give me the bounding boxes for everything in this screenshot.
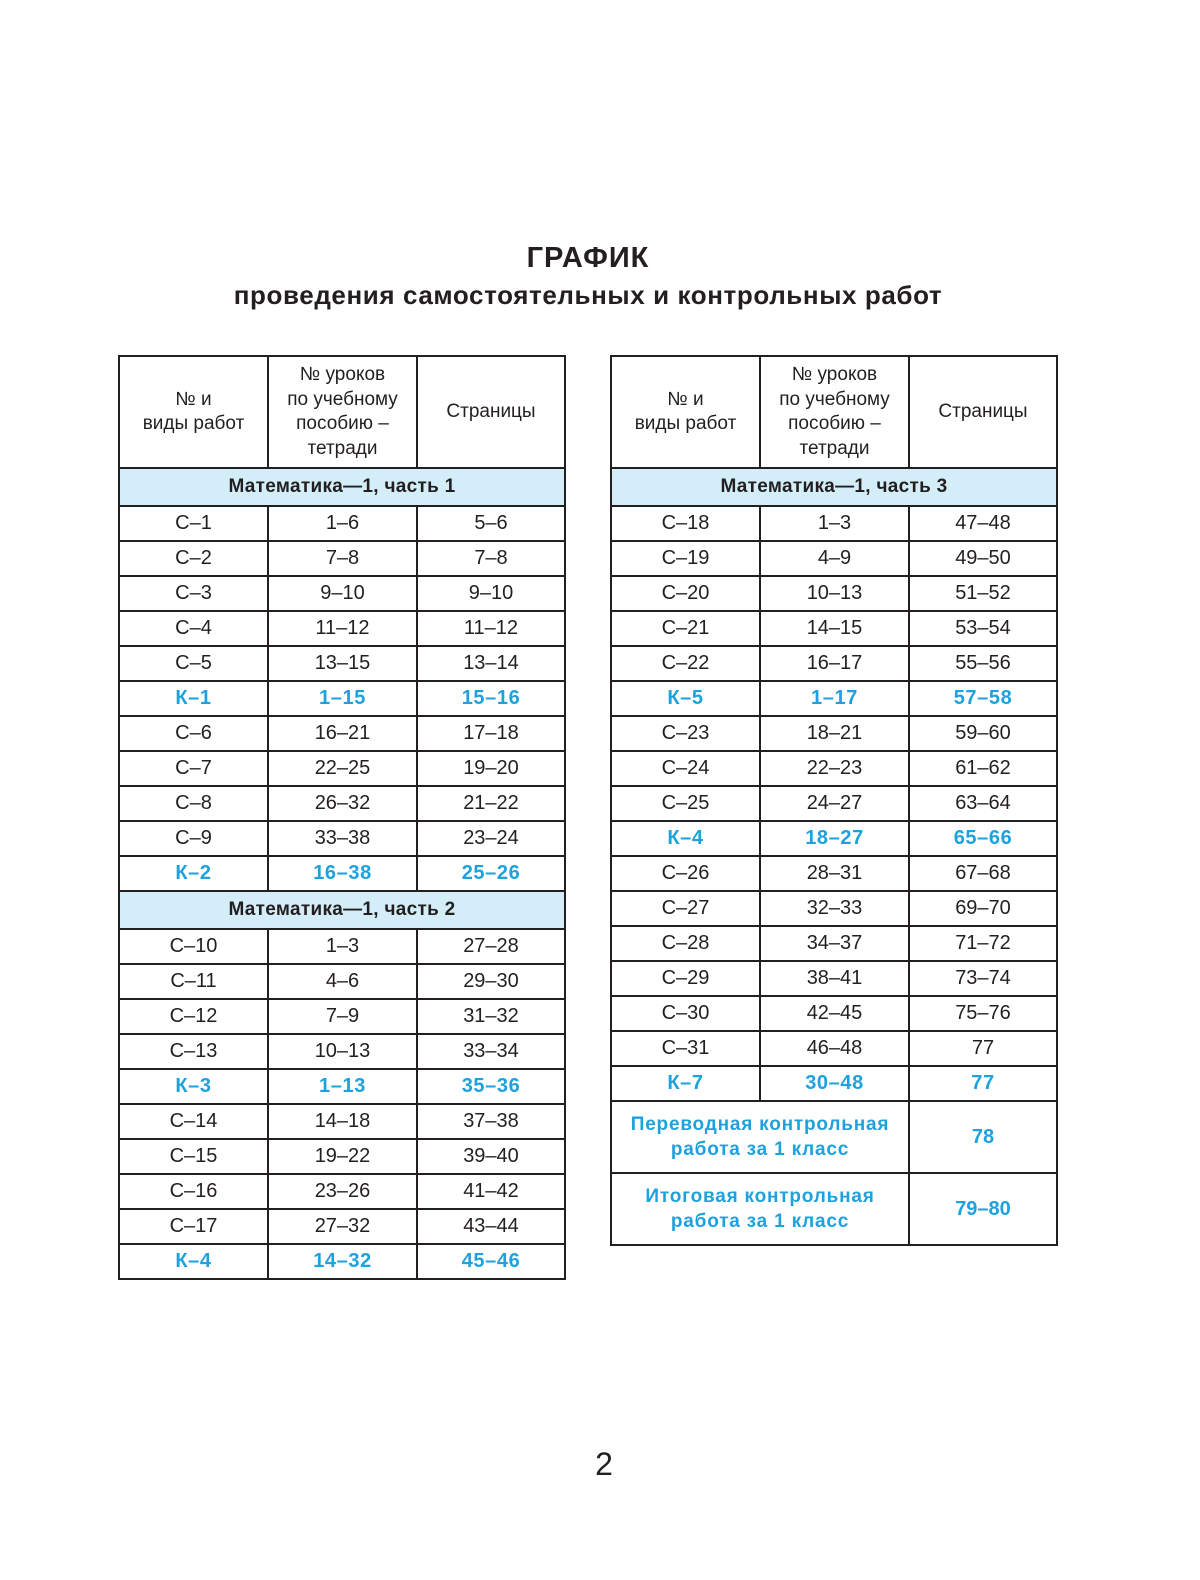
table-header-row bbox=[119, 356, 565, 468]
work-id-cell: С–21 bbox=[611, 611, 760, 646]
control-work-row bbox=[611, 1066, 1057, 1101]
lessons-cell: 26–32 bbox=[268, 786, 417, 821]
work-id-cell: С–5 bbox=[119, 646, 268, 681]
pages-cell: 53–54 bbox=[909, 611, 1057, 646]
lessons-cell: 10–13 bbox=[268, 1034, 417, 1069]
table-row bbox=[611, 576, 1057, 611]
section-heading-row bbox=[119, 468, 565, 506]
table-row bbox=[611, 996, 1057, 1031]
pages-cell: 27–28 bbox=[417, 929, 565, 964]
pages-cell: 43–44 bbox=[417, 1209, 565, 1244]
work-id-cell: К–4 bbox=[119, 1244, 268, 1279]
header-lessons-line2: по учебному bbox=[779, 388, 890, 410]
lessons-cell: 10–13 bbox=[760, 576, 909, 611]
lessons-cell: 22–25 bbox=[268, 751, 417, 786]
table-row bbox=[119, 1139, 565, 1174]
final-work-label-line1: Итоговая контрольная bbox=[645, 1186, 875, 1207]
lessons-cell: 27–32 bbox=[268, 1209, 417, 1244]
work-id-cell: С–2 bbox=[119, 541, 268, 576]
pages-cell: 17–18 bbox=[417, 716, 565, 751]
pages-cell: 19–20 bbox=[417, 751, 565, 786]
control-work-row bbox=[119, 1244, 565, 1279]
final-work-label-line1: Переводная контрольная bbox=[630, 1114, 890, 1135]
header-lessons-line1: № уроков bbox=[299, 364, 386, 385]
table-row bbox=[119, 541, 565, 576]
pages-cell: 7–8 bbox=[417, 541, 565, 576]
pages-cell: 71–72 bbox=[909, 926, 1057, 961]
pages-cell: 65–66 bbox=[909, 821, 1057, 856]
control-work-row bbox=[119, 681, 565, 716]
final-work-row bbox=[611, 1101, 1057, 1173]
lessons-cell: 16–21 bbox=[268, 716, 417, 751]
header-lessons-line3: пособию – bbox=[296, 413, 389, 434]
work-id-cell: С–11 bbox=[119, 964, 268, 999]
lessons-cell: 1–13 bbox=[268, 1069, 417, 1104]
pages-cell: 37–38 bbox=[417, 1104, 565, 1139]
work-id-cell: С–10 bbox=[119, 929, 268, 964]
work-id-cell: С–3 bbox=[119, 576, 268, 611]
header-pages bbox=[909, 356, 1057, 468]
pages-cell: 55–56 bbox=[909, 646, 1057, 681]
lessons-cell: 1–3 bbox=[268, 929, 417, 964]
work-id-cell: С–15 bbox=[119, 1139, 268, 1174]
lessons-cell: 7–8 bbox=[268, 541, 417, 576]
pages-cell: 9–10 bbox=[417, 576, 565, 611]
section-heading-row bbox=[119, 891, 565, 929]
pages-cell: 23–24 bbox=[417, 821, 565, 856]
header-work-type-line2: виды работ bbox=[142, 413, 245, 434]
lessons-cell: 14–18 bbox=[268, 1104, 417, 1139]
header-lessons bbox=[268, 356, 417, 468]
final-work-pages: 79–80 bbox=[909, 1173, 1057, 1245]
pages-cell: 47–48 bbox=[909, 506, 1057, 541]
pages-cell: 25–26 bbox=[417, 856, 565, 891]
work-id-cell: С–16 bbox=[119, 1174, 268, 1209]
final-work-pages: 78 bbox=[909, 1101, 1057, 1173]
work-id-cell: С–26 bbox=[611, 856, 760, 891]
pages-cell: 15–16 bbox=[417, 681, 565, 716]
lessons-cell: 9–10 bbox=[268, 576, 417, 611]
work-id-cell: К–7 bbox=[611, 1066, 760, 1101]
table-row bbox=[119, 929, 565, 964]
work-id-cell: К–2 bbox=[119, 856, 268, 891]
work-id-cell: С–13 bbox=[119, 1034, 268, 1069]
lessons-cell: 42–45 bbox=[760, 996, 909, 1031]
work-id-cell: С–7 bbox=[119, 751, 268, 786]
lessons-cell: 23–26 bbox=[268, 1174, 417, 1209]
table-row bbox=[119, 611, 565, 646]
pages-cell: 57–58 bbox=[909, 681, 1057, 716]
table-row bbox=[611, 1031, 1057, 1066]
work-id-cell: С–8 bbox=[119, 786, 268, 821]
table-row bbox=[119, 1174, 565, 1209]
pages-cell: 11–12 bbox=[417, 611, 565, 646]
header-work-type bbox=[611, 356, 760, 468]
schedule-table-right bbox=[610, 355, 1058, 1246]
work-id-cell: С–20 bbox=[611, 576, 760, 611]
work-id-cell: С–22 bbox=[611, 646, 760, 681]
work-id-cell: С–17 bbox=[119, 1209, 268, 1244]
table-row bbox=[611, 646, 1057, 681]
pages-cell: 5–6 bbox=[417, 506, 565, 541]
header-lessons-line1: № уроков bbox=[791, 364, 878, 385]
schedule-table-left bbox=[118, 355, 566, 1280]
table-row bbox=[611, 891, 1057, 926]
lessons-cell: 14–15 bbox=[760, 611, 909, 646]
section-heading: Математика—1, часть 3 bbox=[611, 468, 1057, 506]
pages-cell: 61–62 bbox=[909, 751, 1057, 786]
pages-cell: 13–14 bbox=[417, 646, 565, 681]
lessons-cell: 18–27 bbox=[760, 821, 909, 856]
pages-cell: 63–64 bbox=[909, 786, 1057, 821]
section-heading-row bbox=[611, 468, 1057, 506]
lessons-cell: 32–33 bbox=[760, 891, 909, 926]
work-id-cell: С–4 bbox=[119, 611, 268, 646]
table-row bbox=[119, 999, 565, 1034]
pages-cell: 59–60 bbox=[909, 716, 1057, 751]
lessons-cell: 19–22 bbox=[268, 1139, 417, 1174]
table-row bbox=[119, 646, 565, 681]
table-row bbox=[119, 716, 565, 751]
table-row bbox=[119, 576, 565, 611]
table-row bbox=[119, 751, 565, 786]
work-id-cell: С–6 bbox=[119, 716, 268, 751]
lessons-cell: 1–6 bbox=[268, 506, 417, 541]
pages-cell: 31–32 bbox=[417, 999, 565, 1034]
work-id-cell: С–29 bbox=[611, 961, 760, 996]
header-lessons bbox=[760, 356, 909, 468]
header-work-type-line1: № и bbox=[175, 388, 212, 410]
lessons-cell: 1–3 bbox=[760, 506, 909, 541]
lessons-cell: 4–6 bbox=[268, 964, 417, 999]
table-row bbox=[611, 611, 1057, 646]
header-work-type bbox=[119, 356, 268, 468]
table-row bbox=[119, 786, 565, 821]
section-heading: Математика—1, часть 2 bbox=[119, 891, 565, 929]
section-heading: Математика—1, часть 1 bbox=[119, 468, 565, 506]
lessons-cell: 33–38 bbox=[268, 821, 417, 856]
header-lessons-line4: тетради bbox=[799, 437, 870, 459]
lessons-cell: 1–15 bbox=[268, 681, 417, 716]
page-number: 2 bbox=[595, 1446, 613, 1482]
table-row bbox=[611, 716, 1057, 751]
lessons-cell: 13–15 bbox=[268, 646, 417, 681]
pages-cell: 35–36 bbox=[417, 1069, 565, 1104]
table-row bbox=[611, 961, 1057, 996]
lessons-cell: 7–9 bbox=[268, 999, 417, 1034]
header-pages-label: Страницы bbox=[938, 400, 1028, 422]
control-work-row bbox=[119, 1069, 565, 1104]
work-id-cell: К–3 bbox=[119, 1069, 268, 1104]
header-work-type-line1: № и bbox=[667, 388, 704, 410]
table-row bbox=[119, 506, 565, 541]
pages-cell: 21–22 bbox=[417, 786, 565, 821]
final-work-label-line2: работа за 1 класс bbox=[670, 1139, 850, 1160]
table-row bbox=[119, 821, 565, 856]
final-work-row bbox=[611, 1173, 1057, 1245]
header-pages-label: Страницы bbox=[446, 400, 536, 422]
header-lessons-line4: тетради bbox=[307, 437, 378, 459]
work-id-cell: К–5 bbox=[611, 681, 760, 716]
table-row bbox=[611, 786, 1057, 821]
lessons-cell: 1–17 bbox=[760, 681, 909, 716]
lessons-cell: 24–27 bbox=[760, 786, 909, 821]
table-row bbox=[119, 1034, 565, 1069]
page-subtitle: проведения самостоятельных и контрольных работ bbox=[233, 280, 943, 310]
pages-cell: 73–74 bbox=[909, 961, 1057, 996]
lessons-cell: 11–12 bbox=[268, 611, 417, 646]
final-work-label-line2: работа за 1 класс bbox=[670, 1211, 850, 1232]
pages-cell: 51–52 bbox=[909, 576, 1057, 611]
lessons-cell: 30–48 bbox=[760, 1066, 909, 1101]
header-lessons-line3: пособию – bbox=[788, 413, 881, 434]
work-id-cell: С–9 bbox=[119, 821, 268, 856]
control-work-row bbox=[119, 856, 565, 891]
work-id-cell: С–1 bbox=[119, 506, 268, 541]
table-row bbox=[119, 1209, 565, 1244]
work-id-cell: С–25 bbox=[611, 786, 760, 821]
lessons-cell: 18–21 bbox=[760, 716, 909, 751]
work-id-cell: С–28 bbox=[611, 926, 760, 961]
work-id-cell: С–19 bbox=[611, 541, 760, 576]
pages-cell: 67–68 bbox=[909, 856, 1057, 891]
pages-cell: 45–46 bbox=[417, 1244, 565, 1279]
work-id-cell: С–30 bbox=[611, 996, 760, 1031]
pages-cell: 41–42 bbox=[417, 1174, 565, 1209]
table-header-row bbox=[611, 356, 1057, 468]
lessons-cell: 4–9 bbox=[760, 541, 909, 576]
lessons-cell: 34–37 bbox=[760, 926, 909, 961]
work-id-cell: С–12 bbox=[119, 999, 268, 1034]
lessons-cell: 14–32 bbox=[268, 1244, 417, 1279]
pages-cell: 75–76 bbox=[909, 996, 1057, 1031]
table-row bbox=[611, 856, 1057, 891]
work-id-cell: С–31 bbox=[611, 1031, 760, 1066]
work-id-cell: С–24 bbox=[611, 751, 760, 786]
work-id-cell: К–4 bbox=[611, 821, 760, 856]
table-row bbox=[119, 1104, 565, 1139]
work-id-cell: К–1 bbox=[119, 681, 268, 716]
lessons-cell: 16–38 bbox=[268, 856, 417, 891]
work-id-cell: С–18 bbox=[611, 506, 760, 541]
pages-cell: 77 bbox=[909, 1031, 1057, 1066]
table-row bbox=[611, 541, 1057, 576]
lessons-cell: 46–48 bbox=[760, 1031, 909, 1066]
table-row bbox=[119, 964, 565, 999]
table-row bbox=[611, 751, 1057, 786]
control-work-row bbox=[611, 681, 1057, 716]
header-work-type-line2: виды работ bbox=[634, 413, 737, 434]
lessons-cell: 16–17 bbox=[760, 646, 909, 681]
lessons-cell: 38–41 bbox=[760, 961, 909, 996]
header-pages bbox=[417, 356, 565, 468]
pages-cell: 77 bbox=[909, 1066, 1057, 1101]
pages-cell: 49–50 bbox=[909, 541, 1057, 576]
work-id-cell: С–23 bbox=[611, 716, 760, 751]
pages-cell: 39–40 bbox=[417, 1139, 565, 1174]
header-lessons-line2: по учебному bbox=[287, 388, 398, 410]
page-title: ГРАФИК bbox=[526, 242, 650, 274]
control-work-row bbox=[611, 821, 1057, 856]
pages-cell: 69–70 bbox=[909, 891, 1057, 926]
final-work-label bbox=[611, 1173, 909, 1245]
lessons-cell: 28–31 bbox=[760, 856, 909, 891]
final-work-label bbox=[611, 1101, 909, 1173]
lessons-cell: 22–23 bbox=[760, 751, 909, 786]
pages-cell: 33–34 bbox=[417, 1034, 565, 1069]
work-id-cell: С–14 bbox=[119, 1104, 268, 1139]
pages-cell: 29–30 bbox=[417, 964, 565, 999]
table-row bbox=[611, 506, 1057, 541]
table-row bbox=[611, 926, 1057, 961]
work-id-cell: С–27 bbox=[611, 891, 760, 926]
